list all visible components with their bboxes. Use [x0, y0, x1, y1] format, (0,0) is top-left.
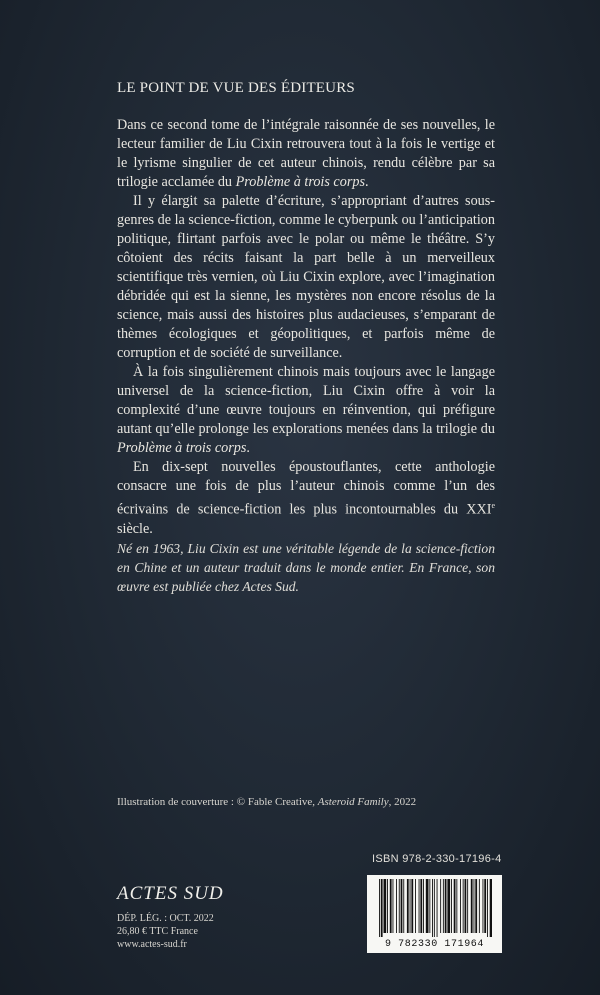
barcode-bar — [423, 879, 424, 933]
barcode-bar — [443, 879, 444, 933]
barcode-bar — [460, 879, 461, 933]
barcode-bar — [399, 879, 400, 933]
barcode-bar — [467, 879, 468, 933]
barcode-bar — [384, 879, 387, 933]
paragraph-2: Il y élargit sa palette d’écriture, s’appropriant d’autres sous-genres de la science-fiction, comme le cyberpunk ou l’anticipation politique, flirtant parfois avec le polar ou même le théâtre. S’y côtoient des récits faisant la part belle à un merveilleux scientifique très vernien, où Liu Cixin explore, avec l’imagination débridée qui est la sienne, les mystères non encore résolus de la science, mais aussi des histoires plus audacieuses, s’emparant de thèmes écologiques et géopolitiques, et parfois même de corruption et de société de surveillance. — [117, 193, 495, 361]
barcode-bar — [463, 879, 464, 933]
barcode-bar — [403, 879, 404, 933]
barcode-bar — [456, 879, 457, 933]
barcode-bar — [415, 879, 416, 933]
price: 26,80 € TTC France — [117, 926, 198, 937]
barcode-bar — [479, 879, 480, 933]
legal-info — [117, 912, 214, 951]
legal-deposit: DÉP. LÉG. : OCT. 2022 — [117, 913, 214, 924]
barcode-bar — [393, 879, 394, 933]
barcode-bar — [411, 879, 413, 933]
barcode-bar — [471, 879, 473, 933]
barcode-bar — [483, 879, 484, 933]
barcode-bar — [487, 879, 488, 937]
barcode-bar — [396, 879, 397, 933]
cover-credit: Illustration de couverture : © Fable Creative, Asteroid Family, 2022 — [117, 796, 417, 808]
barcode-bar — [454, 879, 456, 933]
barcode-bar — [407, 879, 409, 933]
barcode-bar — [434, 879, 435, 937]
barcode-bar — [401, 879, 403, 933]
barcode-bar — [420, 879, 422, 933]
paragraph-3: À la fois singulièrement chinois mais toujours avec le langage universel de la science-fiction, Liu Cixin offre à voir la complexité d’une œuvre toujours en réinvention, qui préfigure autant qu’elle prolonge les explorations menées dans la trilogie du Problème à trois corps. — [117, 364, 495, 456]
barcode-bar — [410, 879, 411, 933]
paragraph-4: En dix-sept nouvelles époustouflantes, cette anthologie consacre une fois de plus l’auteur chinois comme l’un des écrivains de science-fiction les plus incontournables du XXIe siècle. — [117, 459, 495, 537]
author-bio: Né en 1963, Liu Cixin est une véritable légende de la science-fiction en Chine et un auteur traduit dans le monde entier. En France, son œuvre est publiée chez Actes Sud. — [117, 540, 495, 594]
paragraph-1: Dans ce second tome de l’intégrale raisonnée de ses nouvelles, le lecteur familier de Liu Cixin retrouvera tout à la fois le vertige et le lyrisme singulier de cet auteur chinois, rendu célèbre par sa trilogie acclamée du Problème à trois corps. — [117, 117, 495, 190]
publisher-logo: ACTES SUD — [117, 883, 224, 904]
barcode-bar — [474, 879, 475, 933]
book-title: Problème à trois corps — [117, 440, 247, 456]
barcode — [367, 875, 502, 953]
barcode-bar — [419, 879, 420, 933]
barcode-bar — [381, 879, 383, 937]
barcode-bar — [447, 879, 450, 933]
barcode-bar — [451, 879, 452, 933]
barcode-bar — [390, 879, 392, 933]
barcode-bar — [437, 879, 438, 937]
publisher-website: www.actes-sud.fr — [117, 939, 187, 950]
book-title: Problème à trois corps — [235, 174, 365, 190]
section-heading: LE POINT DE VUE DES ÉDITEURS — [117, 80, 355, 96]
barcode-bar — [475, 879, 477, 933]
barcode-bars — [377, 879, 492, 937]
barcode-digits: 9 782330 171964 — [384, 939, 484, 950]
barcode-bar — [440, 879, 441, 933]
barcode-bar — [432, 879, 433, 937]
barcode-bar — [490, 879, 492, 937]
barcode-bar — [426, 879, 429, 933]
barcode-bar — [445, 879, 447, 933]
barcode-bar — [429, 879, 430, 933]
isbn: ISBN 978-2-330-17196-4 — [372, 853, 502, 865]
barcode-bar — [465, 879, 467, 933]
blurb — [117, 116, 495, 596]
barcode-bar — [484, 879, 486, 933]
barcode-bar — [387, 879, 388, 933]
barcode-bar — [379, 879, 380, 937]
